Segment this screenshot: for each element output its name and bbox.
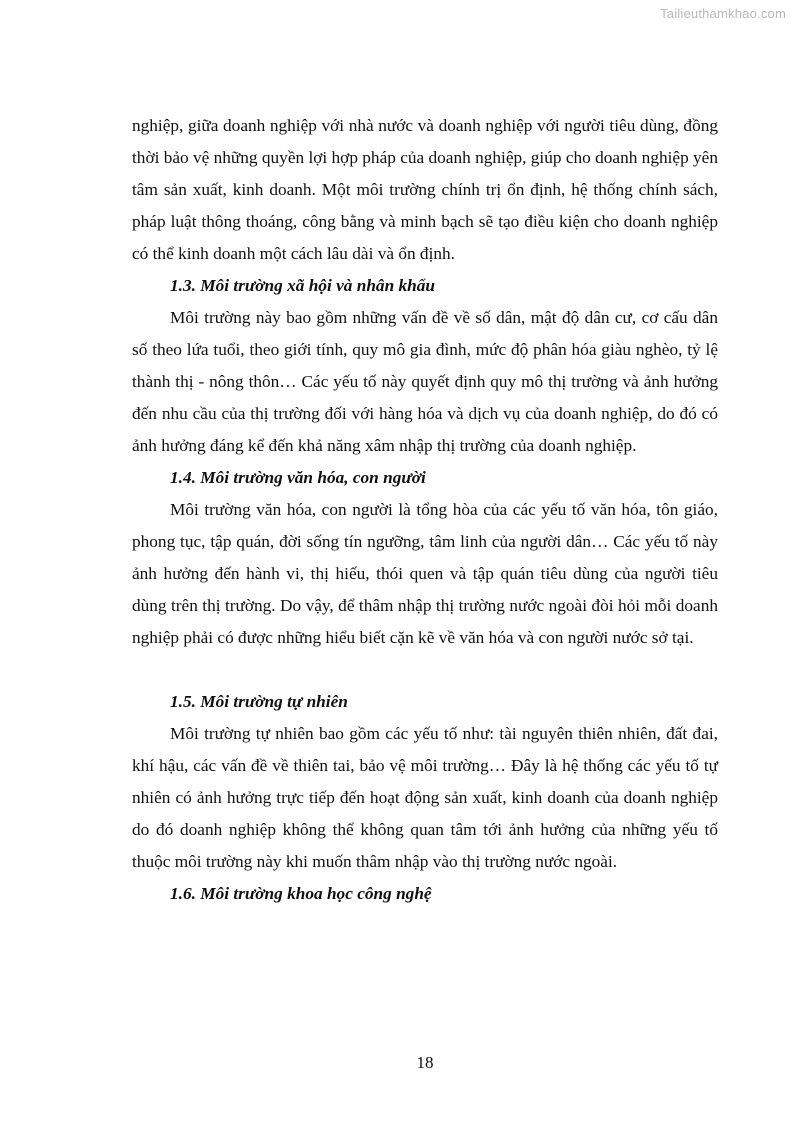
- section-body-1-3: Môi trường này bao gồm những vấn đề về số dân, mật độ dân cư, cơ cấu dân số theo lứa tuổi, theo giới tính, quy mô gia đình, mức độ phân hóa giàu nghèo, tỷ lệ thành thị - nông thôn… Các yếu tố này quyết định quy mô thị trường và ảnh hưởng đến nhu cầu của thị trường đối với hàng hóa và dịch vụ của doanh nghiệp, do đó có ảnh hưởng đáng kể đến khả năng xâm nhập thị trường của doanh nghiệp.: [132, 308, 718, 455]
- section-body-1-5: Môi trường tự nhiên bao gồm các yếu tố như: tài nguyên thiên nhiên, đất đai, khí hậu, các vấn đề về thiên tai, bảo vệ môi trường… Đây là hệ thống các yếu tố tự nhiên có ảnh hưởng trực tiếp đến hoạt động sản xuất, kinh doanh của doanh nghiệp do đó doanh nghiệp không thể không quan tâm tới ảnh hưởng của những yếu tố thuộc môi trường này khi muốn thâm nhập vào thị trường nước ngoài.: [132, 724, 718, 871]
- page-number: 18: [416, 1053, 434, 1072]
- section-heading-1-6: 1.6. Môi trường khoa học công nghệ: [170, 884, 432, 903]
- section-body-1-4: Môi trường văn hóa, con người là tổng hòa của các yếu tố văn hóa, tôn giáo, phong tục, tập quán, đời sống tín ngưỡng, tâm linh của người dân… Các yếu tố này ảnh hưởng đến hành vi, thị hiếu, thói quen và tập quán tiêu dùng của người tiêu dùng trên thị trường. Do vậy, để thâm nhập thị trường nước ngoài đòi hỏi mỗi doanh nghiệp phải có được những hiểu biết cặn kẽ về văn hóa và con người nước sở tại.: [132, 500, 718, 647]
- section-heading-1-4: 1.4. Môi trường văn hóa, con người: [170, 468, 426, 487]
- watermark-text: Tailieuthamkhao.com: [660, 6, 786, 21]
- section-heading-1-3: 1.3. Môi trường xã hội và nhân khẩu: [170, 276, 435, 295]
- document-body: [132, 110, 718, 910]
- intro-paragraph: nghiệp, giữa doanh nghiệp với nhà nước và doanh nghiệp với người tiêu dùng, đồng thời bảo vệ những quyền lợi hợp pháp của doanh nghiệp, giúp cho doanh nghiệp yên tâm sản xuất, kinh doanh. Một môi trường chính trị ổn định, hệ thống chính sách, pháp luật thông thoáng, công bằng và minh bạch sẽ tạo điều kiện cho doanh nghiệp có thể kinh doanh một cách lâu dài và ổn định.: [132, 116, 718, 263]
- section-heading-1-5: 1.5. Môi trường tự nhiên: [170, 692, 348, 711]
